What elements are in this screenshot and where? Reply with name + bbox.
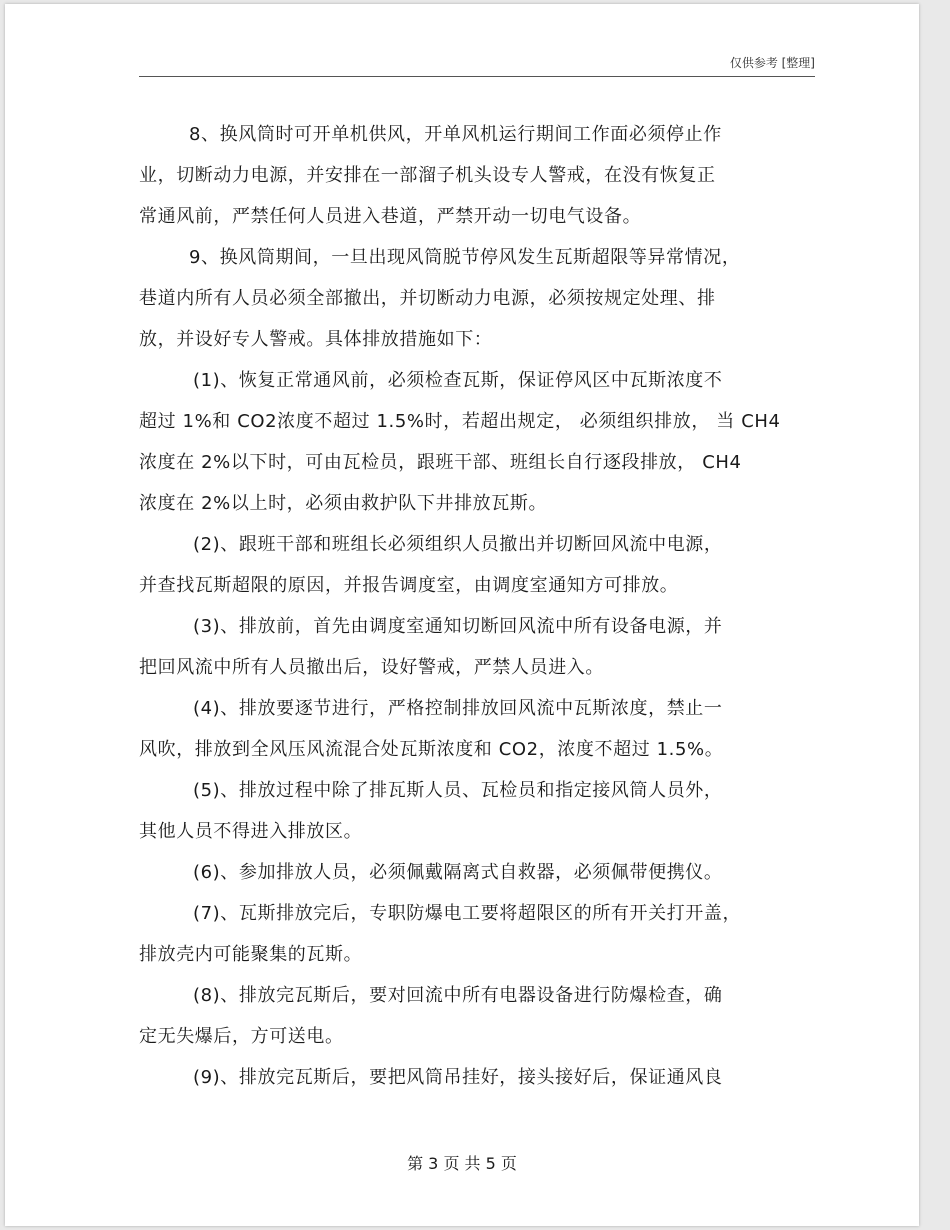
paragraph-line: 9、换风筒期间，一旦出现风筒脱节停风发生瓦斯超限等异常情况， (189, 247, 741, 268)
sub-item-paragraph (139, 893, 819, 975)
sub-item-paragraph (139, 852, 819, 893)
header-divider (139, 76, 815, 77)
paragraph-line: 巷道内所有人员必须全部撤出，并切断动力电源，必须按规定处理、排 (139, 288, 716, 309)
document-body (139, 114, 819, 1098)
paragraph-line: 定无失爆后，方可送电。 (139, 1026, 344, 1047)
paragraph-line: 把回风流中所有人员撤出后，设好警戒，严禁人员进入。 (139, 657, 604, 678)
sub-item-paragraph (139, 688, 819, 770)
numbered-paragraph (139, 114, 819, 237)
document-page (5, 4, 919, 1226)
paragraph-line: 浓度在 2%以上时，必须由救护队下井排放瓦斯。 (139, 493, 548, 514)
sub-item-paragraph (139, 975, 819, 1057)
sub-item-paragraph (139, 1057, 819, 1098)
paragraph-line: 放，并设好专人警戒。具体排放措施如下： (139, 329, 493, 350)
sub-item-paragraph (139, 360, 819, 524)
paragraph-line: 常通风前，严禁任何人员进入巷道，严禁开动一切电气设备。 (139, 206, 642, 227)
paragraph-line: 并查找瓦斯超限的原因，并报告调度室，由调度室通知方可排放。 (139, 575, 679, 596)
paragraph-line: 浓度在 2%以下时，可由瓦检员，跟班干部、班组长自行逐段排放， CH4 (139, 452, 742, 473)
paragraph-line: (3)、排放前，首先由调度室通知切断回风流中所有设备电源，并 (193, 616, 723, 637)
sub-item-paragraph (139, 524, 819, 606)
paragraph-line: (2)、跟班干部和班组长必须组织人员撤出并切断回风流中电源， (193, 534, 723, 555)
paragraph-line: 其他人员不得进入排放区。 (139, 821, 363, 842)
paragraph-line: (7)、瓦斯排放完后，专职防爆电工要将超限区的所有开关打开盖， (193, 903, 742, 924)
paragraph-line: 超过 1%和 CO2浓度不超过 1.5%时，若超出规定， 必须组织排放， 当 CH4 (139, 411, 781, 432)
paragraph-line: 业，切断动力电源，并安排在一部溜子机头设专人警戒，在没有恢复正 (139, 165, 716, 186)
page-header: 仅供参考 [整理] (729, 56, 815, 70)
sub-item-paragraph (139, 770, 819, 852)
paragraph-line: (5)、排放过程中除了排瓦斯人员、瓦检员和指定接风筒人员外， (193, 780, 723, 801)
sub-item-paragraph (139, 606, 819, 688)
paragraph-line: 排放壳内可能聚集的瓦斯。 (139, 944, 363, 965)
numbered-paragraph (139, 237, 819, 360)
paragraph-line: 风吹，排放到全风压风流混合处瓦斯浓度和 CO2，浓度不超过 1.5%。 (139, 739, 724, 760)
paragraph-line: (8)、排放完瓦斯后，要对回流中所有电器设备进行防爆检查，确 (193, 985, 723, 1006)
page-footer: 第 3 页 共 5 页 (407, 1154, 517, 1173)
paragraph-line: (1)、恢复正常通风前，必须检查瓦斯，保证停风区中瓦斯浓度不 (193, 370, 723, 391)
paragraph-line: (6)、参加排放人员，必须佩戴隔离式自救器，必须佩带便携仪。 (193, 862, 723, 883)
paragraph-line: (4)、排放要逐节进行，严格控制排放回风流中瓦斯浓度，禁止一 (193, 698, 723, 719)
paragraph-line: 8、换风筒时可开单机供风，开单风机运行期间工作面必须停止作 (189, 124, 722, 145)
paragraph-line: (9)、排放完瓦斯后，要把风筒吊挂好，接头接好后，保证通风良 (193, 1067, 723, 1088)
